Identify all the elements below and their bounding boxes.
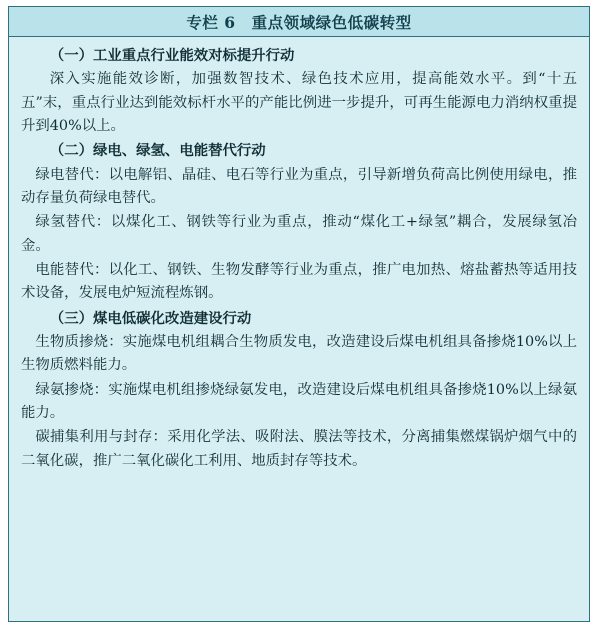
section-heading: （一）工业重点行业能效对标提升行动: [49, 47, 295, 64]
body-paragraph: 深入实施能效诊断，加强数智技术、绿色技术应用，提高能效水平。到“十五五”末，重点行业达到能效标杆水平的产能比例进一步提升，可再生能源电力消纳权重提升到40%以上。: [21, 71, 577, 134]
box-title: 专栏 6 重点领域绿色低碳转型: [186, 12, 412, 32]
body-paragraph: 生物质掺烧：实施煤电机组耦合生物质发电，改造建设后煤电机组具备掺烧10%以上生物质燃料能力。: [21, 333, 577, 374]
box-content: [9, 37, 589, 473]
box-title-bar: [9, 7, 589, 37]
body-paragraph: 绿氨掺烧：实施煤电机组掺烧绿氨发电，改造建设后煤电机组具备掺烧10%以上绿氨能力。: [21, 381, 577, 421]
section-heading: （三）煤电低碳化改造建设行动: [49, 309, 252, 327]
section-heading: （二）绿电、绿氢、电能替代行动: [49, 142, 266, 160]
body-paragraph: 电能替代：以化工、钢铁、生物发酵等行业为重点，推广电加热、熔盐蓄热等适用技术设备，发展电炉短流程炼钢。: [21, 261, 577, 302]
body-paragraph: 绿氢替代：以煤化工、钢铁等行业为重点，推动“煤化工+绿氢”耦合，发展绿氢冶金。: [21, 214, 577, 254]
body-paragraph: 碳捕集利用与封存：采用化学法、吸附法、膜法等技术，分离捕集燃煤锅炉烟气中的二氧化碳，推广二氧化碳化工利用、地质封存等技术。: [21, 429, 577, 469]
body-paragraph: 绿电替代：以电解铝、晶硅、电石等行业为重点，引导新增负荷高比例使用绿电，推动存量负荷绿电替代。: [21, 166, 577, 206]
feature-box: [8, 6, 590, 622]
